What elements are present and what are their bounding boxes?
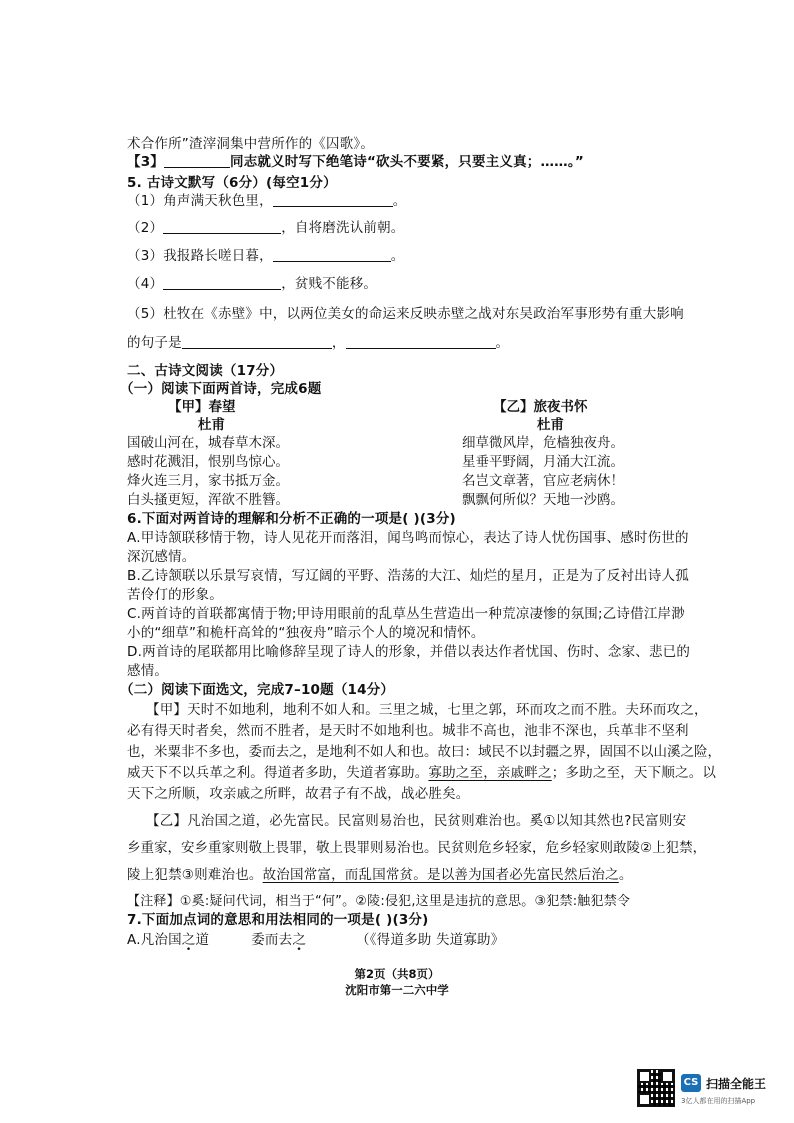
qr-code-icon: [637, 1069, 675, 1107]
answer-blank[interactable]: [164, 153, 230, 168]
line-text: 。: [495, 335, 510, 351]
dotted-word: 之: [181, 932, 196, 948]
line-text: 。: [392, 193, 407, 209]
answer-blank[interactable]: [163, 275, 281, 290]
subsection-heading: （一）阅读下面两首诗，完成6题: [120, 381, 322, 397]
poem-yi-author: 杜甫: [537, 417, 564, 433]
dotted-word: 之: [292, 932, 307, 948]
line-text: （《得道多助 失道寡助》: [356, 932, 505, 948]
passage-line: 天下之所顺，攻亲戚之所畔，故君子有不战，战必胜矣。: [127, 786, 470, 802]
answer-blank[interactable]: [346, 334, 496, 349]
line-text: ，: [331, 335, 346, 351]
option-line: 苦伶仃的形象。: [127, 587, 223, 603]
option-line: B.乙诗颔联以乐景写哀情，写辽阔的平野、浩荡的大江、灿烂的星月，正是为了反衬出诗人孤: [127, 568, 689, 584]
passage-line: 乡重家，安乡重家则敬上畏罪，敬上畏罪则易治也。民贫则危乡轻家，危乡轻家则敢陵②上犯禁，: [127, 840, 707, 856]
passage-line: 【甲】天时不如地利，地利不如人和。三里之城，七里之郭，环而攻之而不胜。夫环而攻之，: [146, 702, 708, 718]
question-heading: 5. 古诗文默写（6分）(每空1分）: [127, 175, 337, 191]
poem-yi-line: 细草微风岸，危樯独夜舟。: [462, 435, 624, 451]
line-text: 道: [195, 932, 210, 948]
option-line: 小的“细草”和桅杆高耸的“独夜舟”暗示个人的境况和情怀。: [127, 625, 485, 641]
poem-jia-line: 国破山河在，城春草木深。: [127, 435, 289, 451]
answer-blank[interactable]: [182, 334, 332, 349]
option-line: 深沉感情。: [127, 549, 196, 565]
poem-yi-title: 【乙】旅夜书怀: [493, 399, 588, 415]
question-stem: 7.下面加点词的意思和用法相同的一项是( )(3分): [127, 912, 429, 928]
question-stem: 6.下面对两首诗的理解和分析不正确的一项是( )(3分): [127, 511, 456, 527]
line-text: （2）: [127, 220, 164, 236]
poem-yi-line: 星垂平野阔，月涌大江流。: [462, 454, 624, 470]
subsection-heading: （二）阅读下面选文，完成7–10题（14分）: [120, 682, 395, 698]
fill-line: [127, 334, 509, 352]
poem-jia-author: 杜甫: [198, 417, 225, 433]
line-text: ；多助之至，天下顺之。以: [551, 765, 717, 781]
poem-jia-line: 白头搔更短，浑欲不胜簪。: [127, 492, 289, 508]
line-text: 同志就义时写下绝笔诗“砍头不要紧，只要主义真；……。”: [230, 154, 584, 170]
passage-line: [127, 866, 633, 884]
passage-line: [127, 764, 716, 782]
option-line: D.两首诗的尾联都用比喻修辞呈现了诗人的形象，并借以表达作者忧国、伤时、念家、悲已的: [127, 644, 691, 660]
notes: 【注释】①奚:疑问代词，相当于“何”。②陵:侵犯,这里是违抗的意思。③犯禁:触犯禁令: [127, 894, 631, 909]
underlined-sentence: 寡助之至，亲戚畔之: [428, 765, 552, 781]
passage-line: 也，米粟非不多也，委而去之，是地利不如人和也。故曰：域民不以封疆之界，固国不以山溪之险，: [127, 744, 721, 760]
option-line: A.甲诗颔联移情于物，诗人见花开而落泪，闻鸟鸣而惊心，表达了诗人忧伤国事、感时伤世的: [127, 530, 689, 546]
line-text: （3）我报路长嗟日暮，: [127, 248, 273, 264]
fill-line: [127, 275, 377, 293]
fill-line: [127, 247, 405, 265]
poem-jia-line: 感时花溅泪，恨别鸟惊心。: [127, 454, 289, 470]
line-text: 。: [390, 248, 405, 264]
line-text: 委而去: [251, 932, 293, 948]
poem-yi-line: 名岂文章著，官应老病休！: [462, 473, 624, 489]
option-line: 感情。: [127, 663, 169, 679]
line-text: A.凡治国: [127, 932, 182, 948]
section-heading: 二、古诗文阅读（17分）: [127, 363, 284, 379]
line-text: 的句子是: [127, 335, 182, 351]
text-line: [127, 153, 584, 171]
option-line: C.两首诗的首联都寓情于物;甲诗用眼前的乱草丛生营造出一种荒凉凄惨的氛围;乙诗借江岸渺: [127, 606, 685, 622]
answer-blank[interactable]: [273, 247, 391, 262]
text-line: 术合作所”渣滓洞集中营所作的《囚歌》。: [127, 136, 375, 152]
page-number: 第2页（共8页）: [354, 967, 440, 981]
line-text: ，自将磨洗认前朝。: [281, 220, 405, 236]
answer-blank[interactable]: [163, 219, 281, 234]
line-text: ，贫贱不能移。: [281, 276, 378, 292]
scanner-app-name: 扫描全能王: [706, 1077, 767, 1091]
line-text: 陵上犯禁③则难治也。: [127, 867, 263, 883]
poem-yi-line: 飘飘何所似？天地一沙鸥。: [462, 492, 624, 508]
camscanner-logo-icon: CS: [681, 1074, 701, 1092]
passage-line: 必有得天时者矣，然而不胜者，是天时不如地利也。城非不高也，池非不深也，兵革非不坚利: [127, 723, 689, 739]
line-text: （4）: [127, 276, 164, 292]
underlined-sentence: 故治国常富，而乱国常贫。是以善为国者必先富民然后治之: [262, 867, 619, 883]
line-text: 。: [618, 867, 633, 883]
fill-line: [127, 219, 405, 237]
scanner-tagline: 3亿人都在用的扫描App: [681, 1097, 756, 1105]
passage-line: 【乙】凡治国之道，必先富民。民富则易治也，民贫则难治也。奚①以知其然也?民富则安: [146, 813, 687, 829]
poem-jia-title: 【甲】春望: [168, 399, 236, 415]
item-number: 【3】: [127, 154, 164, 170]
line-text: （1）角声满天秋色里，: [127, 193, 273, 209]
fill-line: [127, 192, 407, 210]
poem-jia-line: 烽火连三月，家书抵万金。: [127, 473, 289, 489]
line-text: 威天下不以兵革之利。得道者多助，失道者寡助。: [127, 765, 429, 781]
answer-blank[interactable]: [273, 192, 393, 207]
option-line: [127, 931, 504, 949]
text-line: （5）杜牧在《赤壁》中，以两位美女的命运来反映赤壁之战对东吴政治军事形势有重大影响: [127, 306, 684, 322]
school-name: 沈阳市第一二六中学: [345, 983, 449, 997]
